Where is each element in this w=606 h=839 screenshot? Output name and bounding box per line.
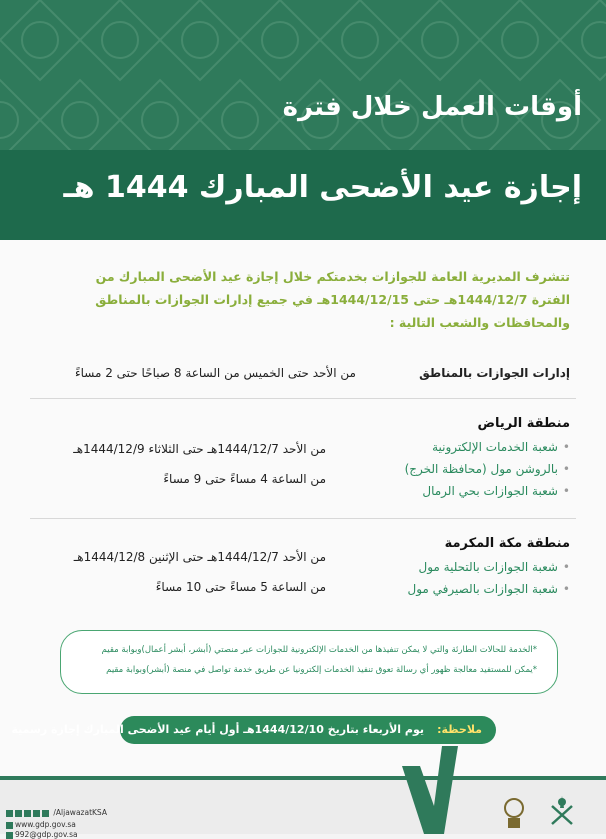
divider-1 [30,398,576,399]
twitter-icon[interactable] [15,810,22,817]
snapchat-icon[interactable] [33,810,40,817]
instagram-icon[interactable] [42,810,49,817]
regions-admin-label: إدارات الجوازات بالمناطق [419,366,570,380]
social-links[interactable] [6,808,107,817]
makkah-branches [370,556,570,600]
note-1: *الخدمة للحالات الطارئة والتي لا يمكن تنفيذها من الخدمات الإلكترونية للجوازات عبر منصتي (أبشر، أبشر أعمال)وبوابة مقيم [101,645,537,655]
remark-label: ملاحظة: [437,723,482,736]
facebook-icon[interactable] [24,810,31,817]
saudi-emblem-icon [548,794,576,830]
notes-box [60,630,558,694]
makkah-dates: من الأحد 1444/12/7هـ حتى الإثنين 1444/12/8هـ [73,550,326,564]
globe-icon [6,822,13,829]
makkah-title: منطقة مكة المكرمة [444,536,570,551]
note-2: *يمكن للمستفيد معالجة ظهور أي رسالة تعوق تنفيذ الخدمات إلكترونيا عن طريق خدمة تواصل في منصة (أبشر)وبوابة مقيم [106,665,537,675]
makkah-hours: من الساعة 5 مساءً حتى 10 مساءً [155,580,326,594]
remark-pill [11,716,496,744]
riyadh-title: منطقة الرياض [477,416,570,431]
list-item: • شعبة الجوازات بالتحلية مول [370,556,570,578]
footer [0,776,606,839]
youtube-icon[interactable] [6,810,13,817]
social-handle: /AljawazatKSA [53,808,107,817]
mail-icon [6,832,13,839]
website-link[interactable]: www.gdp.gov.sa [6,820,76,829]
list-item: • شعبة الجوازات بالصيرفي مول [370,578,570,600]
riyadh-dates: من الأحد 1444/12/7هـ حتى الثلاثاء 1444/12/9هـ [73,442,326,456]
riyadh-branches [370,436,570,502]
remark-text: يوم الأربعاء بتاريخ 1444/12/10هـ أول أيام عيد الأضحى المبارك إجازة رسمية [11,723,424,736]
passports-emblem-icon [500,796,528,832]
header-banner [0,0,606,240]
footer-stripe [0,776,606,780]
checkmark-logo-icon [400,746,460,834]
riyadh-hours: من الساعة 4 مساءً حتى 9 مساءً [163,472,326,486]
page-title-line2: إجازة عيد الأضحى المبارك 1444 هـ [63,170,582,205]
email-link[interactable]: 992@gdp.gov.sa [6,830,78,839]
regions-admin-hours: من الأحد حتى الخميس من الساعة 8 صباحًا حتى 2 مساءً [74,366,356,380]
divider-2 [30,518,576,519]
list-item: • شعبة الخدمات الإلكترونية [370,436,570,458]
list-item: • شعبة الجوازات بحي الرمال [370,480,570,502]
page-title-line1: أوقات العمل خلال فترة [282,92,582,122]
intro-paragraph: تتشرف المديرية العامة للجوازات بخدمتكم خلال إجازة عيد الأضحى المبارك من الفترة 1444/12/7هـ حتى 1444/12/15هـ في جميع إدارات الجوازات بالمناطق والمحافظات والشعب التالية : [95,269,570,330]
list-item: • بالروشن مول (محافظة الخرج) [370,458,570,480]
